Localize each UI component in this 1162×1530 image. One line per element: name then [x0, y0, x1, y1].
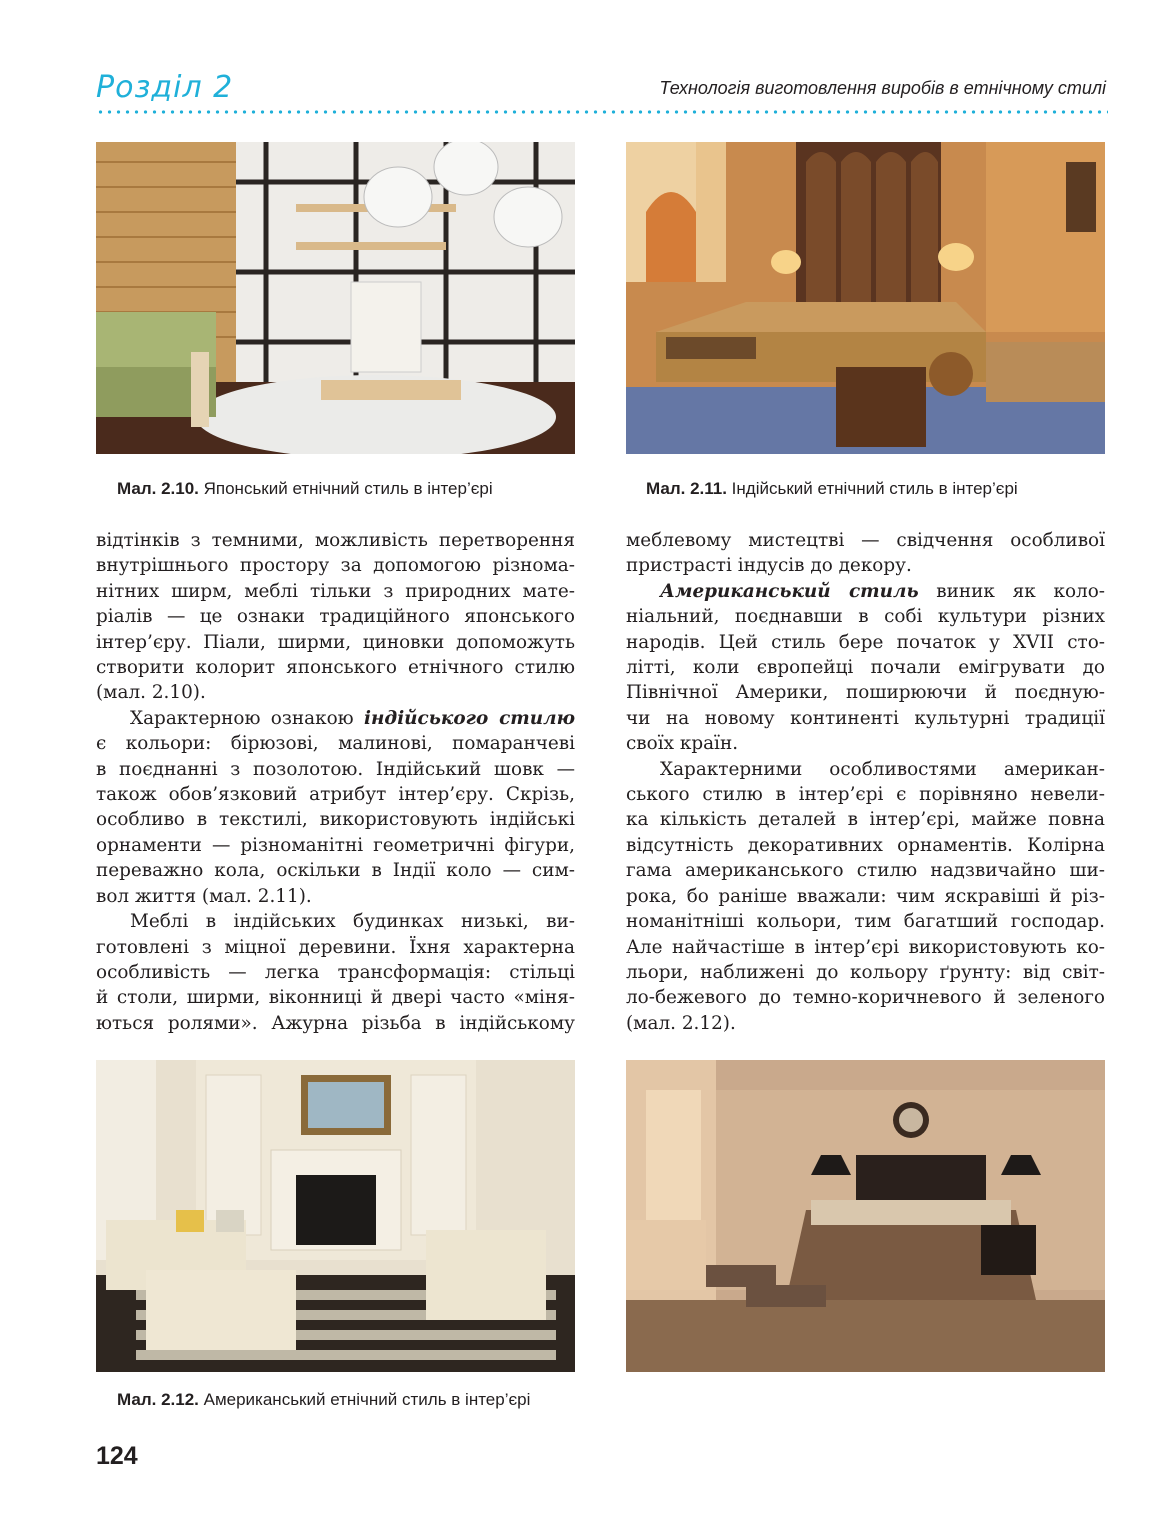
text-line: й столи, ширми, віконниці й двері часто «міня- [96, 987, 575, 1009]
text-line: меблевому мистецтві — свідчення особливої [626, 530, 1105, 551]
text-line: чи на новому континенті культурні традиції [626, 707, 1105, 729]
text-line: ло-бежевого до темно-коричневого й зеленого [626, 987, 1105, 1009]
caption-text: Індійський етнічний стиль в інтер’єрі [726, 479, 1018, 498]
text-line: є кольори: бірюзові, малинові, помаранчеві [96, 733, 575, 755]
text-line: особливо в текстилі, використовують індійські [96, 809, 575, 831]
text-line: ються ролями». Ажурна різьба в індійському [96, 1012, 575, 1034]
text-line: ського стилю в інтер’єрі є порівняно невели- [626, 784, 1105, 806]
text-line: Меблі в індійських будинках низькі, ви- [130, 911, 575, 933]
text-line: своїх країн. [626, 733, 739, 755]
caption-label: Мал. 2.10. [117, 479, 199, 498]
page-number: 124 [96, 1442, 138, 1470]
text-run: виник як коло- [918, 580, 1105, 602]
text-line: літті, коли європейці почали емігрувати до [626, 657, 1105, 679]
term-american-style: Американський стиль [660, 580, 919, 602]
text-line: орнаменти — різноманітні геометричні фігури, [96, 834, 575, 856]
caption-fig-2-11 [646, 479, 1018, 499]
text-line: переважно кола, оскільки в Індії коло — сим- [96, 860, 575, 882]
text-line: Північної Америки, поширюючи й поєдную- [626, 682, 1105, 704]
text-line [626, 579, 1105, 604]
text-line: нітних ширм, меблі тільки з природних мате- [96, 580, 575, 602]
text-line: номанітніші кольори, тим багатший господар. [626, 911, 1105, 933]
term-indian-style: індійського стилю [364, 707, 575, 729]
text-line: льори, наближені до кольору ґрунту: від світ- [626, 961, 1105, 983]
text-line [96, 706, 575, 731]
photo-american-living-room [96, 1060, 575, 1372]
text-line: рока, бо раніше вважали: чим яскравіші й різ- [626, 885, 1105, 907]
dotted-divider [96, 110, 1108, 114]
text-line: ріалів — це ознаки традиційного японського [96, 606, 575, 628]
section-title: Розділ 2 [96, 70, 234, 105]
text-line: особливість — легка трансформація: стільці [96, 961, 575, 983]
text-line: відтінків з темними, можливість перетворення [96, 530, 575, 551]
text-line: внутрішнього простору за допомогою різнома- [96, 555, 575, 577]
text-line: ніальний, поєднавши в собі культури різних [626, 606, 1105, 628]
text-line: в поєднанні з позолотою. Індійський шовк — [96, 758, 575, 780]
text-line: ка кількість деталей в інтер’єрі, майже повна [626, 809, 1105, 831]
text-line: народів. Цей стиль бере початок у XVII сто- [626, 631, 1105, 653]
text-line: (мал. 2.10). [96, 682, 206, 704]
right-text-column [626, 528, 1105, 1036]
text-line: (мал. 2.12). [626, 1012, 736, 1034]
caption-text: Американський етнічний стиль в інтер’єрі [198, 1390, 531, 1409]
text-line: пристрасті індусів до декору. [626, 555, 912, 577]
caption-fig-2-12 [117, 1390, 530, 1410]
text-line: Але найчастіше в інтер’єрі використовують ко- [626, 936, 1105, 958]
text-line: Характерними особливостями американ- [660, 758, 1105, 780]
text-line: гама американського стилю надзвичайно ши- [626, 860, 1105, 882]
running-title: Технологія виготовлення виробів в етнічному стилі [659, 78, 1106, 98]
caption-fig-2-10 [117, 479, 493, 499]
text-line: створити колорит японського етнічного стилю [96, 657, 575, 679]
left-text-column [96, 528, 575, 1036]
text-line: готовлені з міцної деревини. Їхня характерна [96, 936, 575, 958]
caption-text: Японський етнічний стиль в інтер’єрі [198, 479, 493, 498]
text-line: інтер’єру. Піали, ширми, циновки допоможуть [96, 631, 575, 653]
caption-label: Мал. 2.12. [117, 1390, 199, 1409]
text-line: відсутність декоративних орнаментів. Колірна [626, 834, 1105, 856]
text-run: Характерною ознакою [130, 707, 365, 729]
photo-american-bedroom [626, 1060, 1105, 1372]
photo-indian-interior [626, 142, 1105, 454]
caption-label: Мал. 2.11. [646, 479, 727, 498]
text-line: вол життя (мал. 2.11). [96, 885, 312, 907]
photo-japanese-interior [96, 142, 575, 454]
page-header [96, 64, 1108, 122]
text-line: також обов’язковий атрибут інтер’єру. Скрізь, [96, 784, 575, 806]
